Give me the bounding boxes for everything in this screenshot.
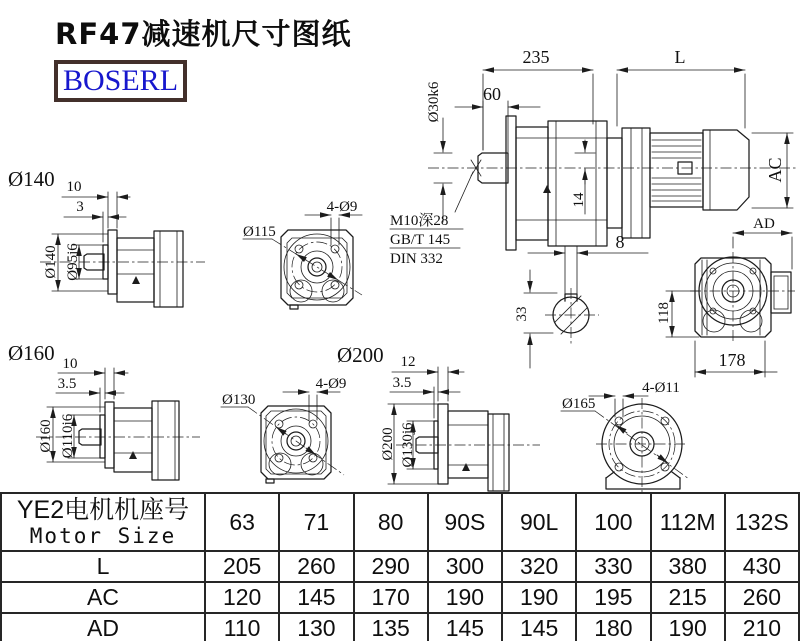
cell: 145 <box>502 613 576 641</box>
dim-200-spigot: Ø130j6 <box>400 422 416 468</box>
cell: 210 <box>725 613 799 641</box>
dim-160-thickness: 10 <box>62 356 78 372</box>
cell: 330 <box>576 551 650 582</box>
table-header-row <box>1 493 799 551</box>
flange140-side-view <box>8 167 205 307</box>
col-header: 100 <box>576 493 650 551</box>
page-title: RF47减速机尺寸图纸 <box>55 17 352 51</box>
dim-round-holes: 4-Ø11 <box>642 380 680 396</box>
flange160-side-view <box>8 341 200 480</box>
cell: 130 <box>279 613 353 641</box>
motor-size-header <box>1 493 205 551</box>
dim-160-spigot: Ø110j6 <box>60 413 76 459</box>
dim-178: 178 <box>718 350 746 370</box>
cell: 110 <box>205 613 279 641</box>
cell: 120 <box>205 582 279 613</box>
dim-118: 118 <box>656 302 672 324</box>
row-label: AD <box>1 613 205 641</box>
dim-165-bolt-circle: Ø165 <box>562 396 596 412</box>
dim-200-step: 3.5 <box>392 375 412 391</box>
col-header: 90L <box>502 493 576 551</box>
brand-logo: BOSERL <box>54 60 187 102</box>
dim-keyway-height: 33 <box>514 306 530 322</box>
col-header: 63 <box>205 493 279 551</box>
col-header: 71 <box>279 493 353 551</box>
motor-fins <box>652 140 701 201</box>
motor-size-table <box>0 492 800 641</box>
dim-200-outer: Ø200 <box>380 427 396 461</box>
dim-L: L <box>674 47 686 67</box>
dim-140-spigot: Ø95j6 <box>65 243 81 281</box>
table-row-AC <box>1 582 799 613</box>
cell: 215 <box>651 582 725 613</box>
cell: 290 <box>354 551 428 582</box>
cell: 205 <box>205 551 279 582</box>
row-label: AC <box>1 582 205 613</box>
dim-140-outer: Ø140 <box>43 245 59 279</box>
thread-note-1: M10深28 <box>390 213 449 229</box>
table-row-L <box>1 551 799 582</box>
cell: 180 <box>576 613 650 641</box>
dim-160-outer: Ø160 <box>38 419 54 453</box>
cell: 170 <box>354 582 428 613</box>
thread-note-3: DIN 332 <box>390 251 443 267</box>
col-header: 112M <box>651 493 725 551</box>
cell: 145 <box>279 582 353 613</box>
cell: 145 <box>428 613 502 641</box>
dim-130-bolt-circle: Ø130 <box>222 392 256 408</box>
motor-size-header-zh: YE2电机机座号 <box>16 495 190 524</box>
flange140-front-view <box>243 199 362 309</box>
cell: 260 <box>279 551 353 582</box>
thread-note-2: GB/T 145 <box>390 232 451 248</box>
motor-size-header-en: Motor Size <box>29 523 177 548</box>
section-label-140: Ø140 <box>8 167 55 191</box>
dim-AC: AC <box>765 157 785 183</box>
cell: 190 <box>428 582 502 613</box>
dim-200-thickness: 12 <box>400 354 416 370</box>
shaft-end-view <box>545 288 599 345</box>
dim-shaft-dia: Ø30k6 <box>426 81 442 123</box>
section-label-200: Ø200 <box>337 343 384 367</box>
dim-14: 14 <box>571 192 587 208</box>
flange200-front-view <box>221 343 384 483</box>
dim-AD: AD <box>753 216 775 232</box>
rear-view <box>656 252 795 377</box>
flange200-side-view <box>380 354 540 491</box>
cell: 190 <box>502 582 576 613</box>
main-side-view <box>390 47 798 368</box>
cell: 300 <box>428 551 502 582</box>
round-flange-front-view <box>561 380 689 492</box>
col-header: 90S <box>428 493 502 551</box>
cell: 135 <box>354 613 428 641</box>
table-row-AD <box>1 613 799 641</box>
cell: 380 <box>651 551 725 582</box>
dim-keyway-width: 8 <box>615 232 625 252</box>
dim-200-holes: 4-Ø9 <box>315 376 347 392</box>
cell: 190 <box>651 613 725 641</box>
cell: 195 <box>576 582 650 613</box>
dim-160-step: 3.5 <box>57 376 77 392</box>
dim-115-bolt-circle: Ø115 <box>243 224 276 240</box>
section-label-160: Ø160 <box>8 341 55 365</box>
dim-140-thickness: 10 <box>66 179 82 195</box>
cell: 260 <box>725 582 799 613</box>
col-header: 132S <box>725 493 799 551</box>
dim-235: 235 <box>522 47 550 67</box>
row-label: L <box>1 551 205 582</box>
cell: 320 <box>502 551 576 582</box>
cell: 430 <box>725 551 799 582</box>
col-header: 80 <box>354 493 428 551</box>
dim-60: 60 <box>483 84 501 104</box>
dim-140-holes: 4-Ø9 <box>326 199 358 215</box>
dim-140-step: 3 <box>76 199 84 215</box>
